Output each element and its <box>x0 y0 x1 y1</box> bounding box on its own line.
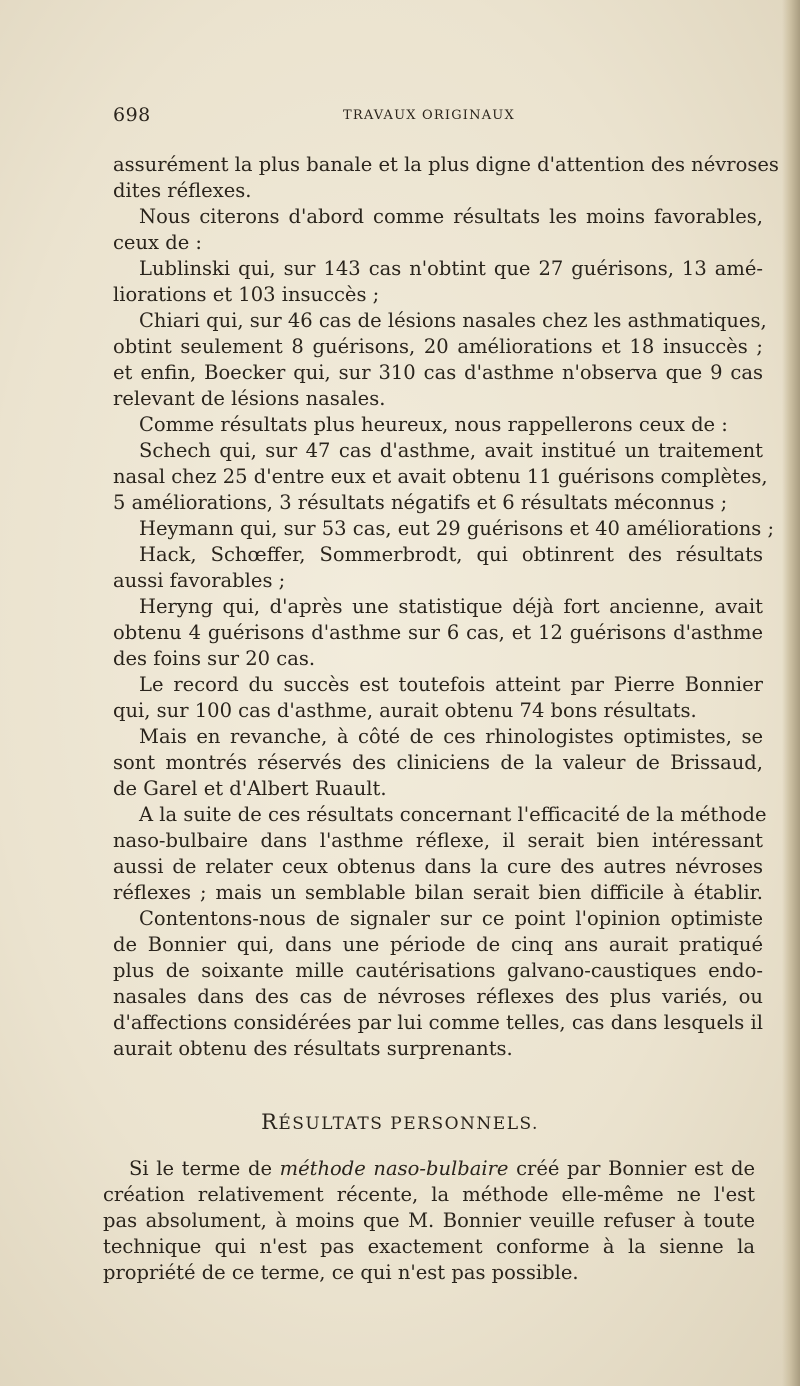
section-heading-rest: ÉSULTATS PERSONNELS. <box>278 1114 539 1134</box>
text-line: relevant de lésions nasales. <box>113 387 386 410</box>
text-line: des foins sur 20 cas. <box>113 647 316 670</box>
paragraph-methode <box>103 1156 755 1286</box>
text-line: Contentons-nous de signaler sur ce point l'opinion optimiste <box>139 907 763 930</box>
section-heading-initial: R <box>261 1110 279 1134</box>
text-segment: Si le terme de <box>129 1157 280 1180</box>
text-line <box>103 1156 755 1182</box>
text-line: sont montrés réservés des cliniciens de la valeur de Brissaud, <box>113 751 763 774</box>
text-line: d'affections considérées par lui comme telles, cas dans lesquels il <box>113 1011 763 1034</box>
page-header <box>113 104 753 134</box>
text-line: aurait obtenu des résultats surprenants. <box>113 1037 513 1060</box>
text-line: nasales dans des cas de névroses réflexes des plus variés, ou <box>113 985 763 1008</box>
text-line: Lublinski qui, sur 143 cas n'obtint que 27 guérisons, 13 amé- <box>139 257 763 280</box>
page-edge-shadow <box>782 0 800 1386</box>
text-line: Mais en revanche, à côté de ces rhinologistes optimistes, se <box>139 725 763 748</box>
text-line: assurément la plus banale et la plus digne d'attention des névroses <box>113 153 779 176</box>
text-segment: créé par Bonnier est de <box>508 1157 756 1180</box>
text-line: et enfin, Boecker qui, sur 310 cas d'asthme n'observa que 9 cas <box>113 361 763 384</box>
text-line: obtenu 4 guérisons d'asthme sur 6 cas, et 12 guérisons d'asthme <box>113 621 763 644</box>
running-title: TRAVAUX ORIGINAUX <box>343 108 515 123</box>
text-line: aussi de relater ceux obtenus dans la cure des autres névroses <box>113 855 763 878</box>
text-line: Le record du succès est toutefois atteint par Pierre Bonnier <box>139 673 763 696</box>
text-line: nasal chez 25 d'entre eux et avait obtenu 11 guérisons complètes, <box>113 465 768 488</box>
text-line: Heymann qui, sur 53 cas, eut 29 guérisons et 40 améliorations ; <box>139 517 775 540</box>
text-line: de Bonnier qui, dans une période de cinq ans aurait pratiqué <box>113 933 763 956</box>
text-line: propriété de ce terme, ce qui n'est pas possible. <box>103 1261 579 1284</box>
emphasis-term: méthode naso-bulbaire <box>279 1157 509 1180</box>
text-line: Schech qui, sur 47 cas d'asthme, avait institué un traitement <box>139 439 763 462</box>
text-line: plus de soixante mille cautérisations galvano-caustiques endo- <box>113 959 763 982</box>
text-line: Nous citerons d'abord comme résultats les moins favorables, <box>139 205 763 228</box>
section-heading <box>0 1110 800 1134</box>
text-line: A la suite de ces résultats concernant l'efficacité de la méthode <box>139 803 767 826</box>
text-line: réflexes ; mais un semblable bilan serait bien difficile à établir. <box>113 881 763 904</box>
text-line: naso-bulbaire dans l'asthme réflexe, il serait bien intéressant <box>113 829 763 852</box>
text-line: obtint seulement 8 guérisons, 20 améliorations et 18 insuccès ; <box>113 335 763 358</box>
text-line: création relativement récente, la méthode elle-même ne l'est <box>103 1183 755 1206</box>
text-line: 5 améliorations, 3 résultats négatifs et 6 résultats méconnus ; <box>113 491 728 514</box>
text-line: Chiari qui, sur 46 cas de lésions nasales chez les asthmatiques, <box>139 309 767 332</box>
text-line: liorations et 103 insuccès ; <box>113 283 380 306</box>
page-number: 698 <box>113 104 151 126</box>
text-line: de Garel et d'Albert Ruault. <box>113 777 387 800</box>
text-line: dites réflexes. <box>113 179 252 202</box>
text-line: Comme résultats plus heureux, nous rappellerons ceux de : <box>139 413 728 436</box>
text-line: aussi favorables ; <box>113 569 286 592</box>
text-line: technique qui n'est pas exactement conforme à la sienne la <box>103 1235 755 1258</box>
text-line: ceux de : <box>113 231 203 254</box>
text-line: Hack, Schœffer, Sommerbrodt, qui obtinrent des résultats <box>139 543 763 566</box>
text-line: Heryng qui, d'après une statistique déjà fort ancienne, avait <box>139 595 763 618</box>
body-text <box>113 152 779 1062</box>
text-line: qui, sur 100 cas d'asthme, aurait obtenu 74 bons résultats. <box>113 699 697 722</box>
text-line: pas absolument, à moins que M. Bonnier veuille refuser à toute <box>103 1209 755 1232</box>
